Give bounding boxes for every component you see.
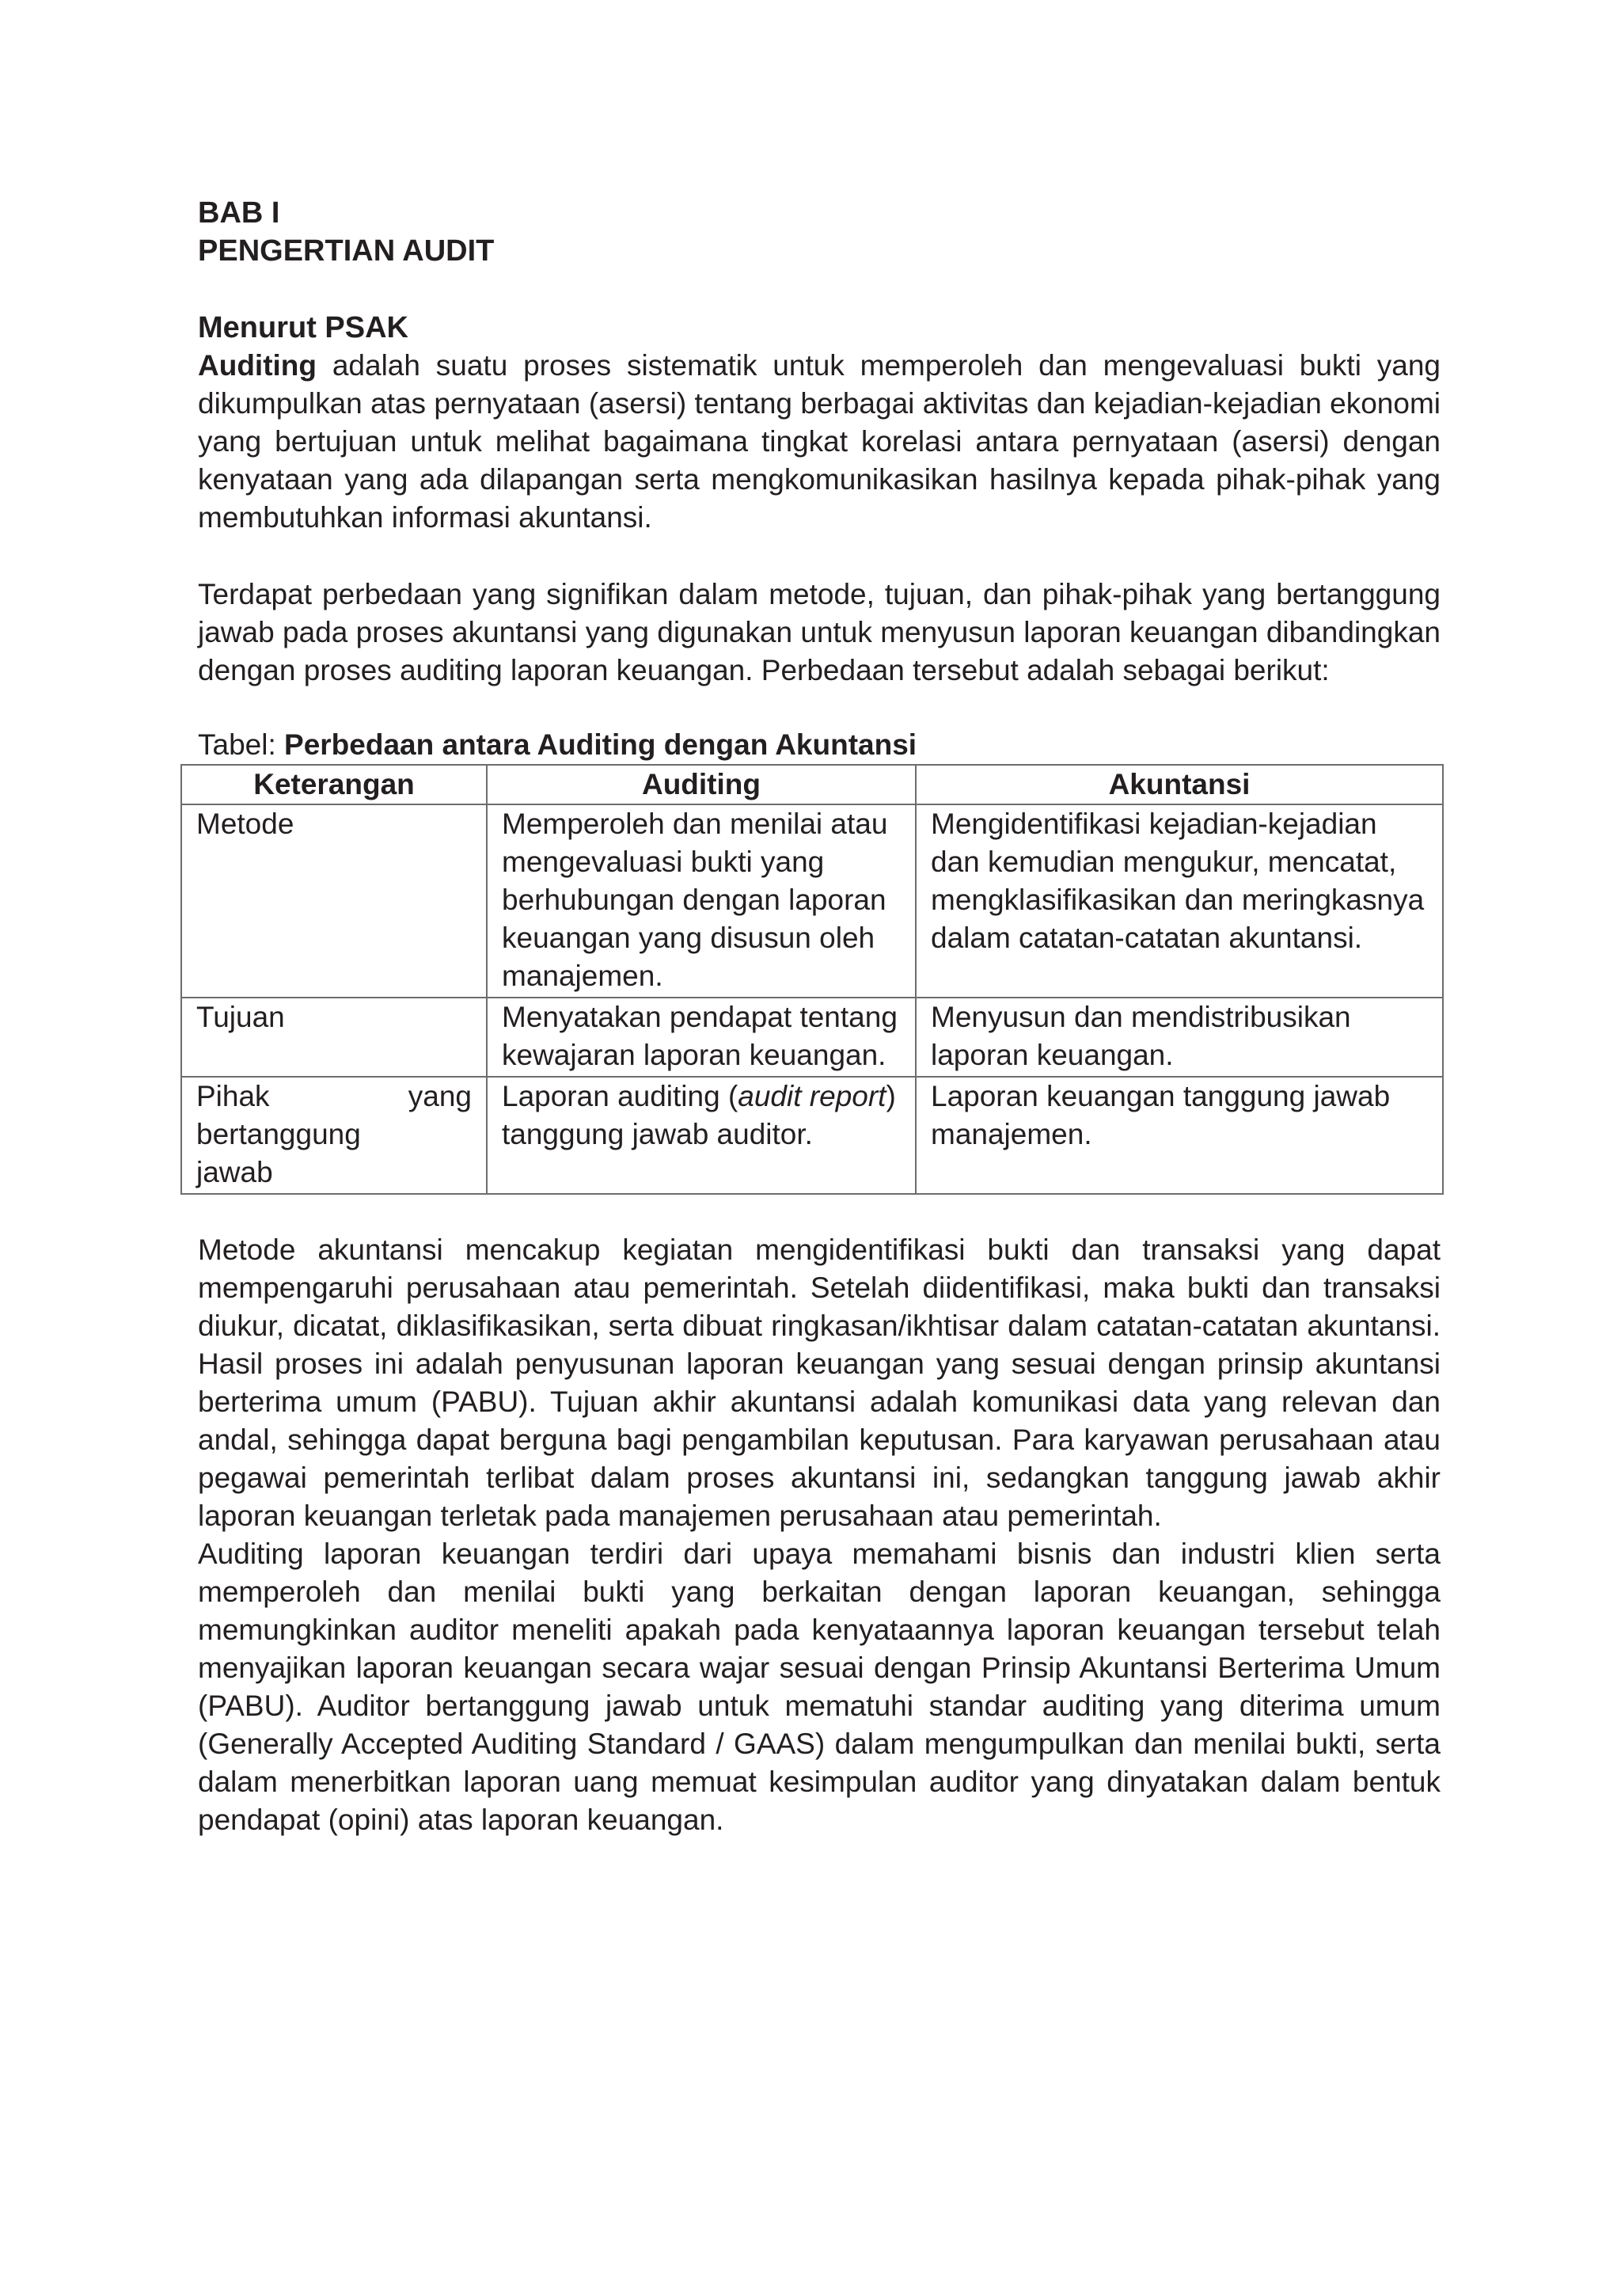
comparison-intro-paragraph: Terdapat perbedaan yang signifikan dalam metode, tujuan, dan pihak-pihak yang bertanggung jawab pada proses akuntansi yang digunakan untuk menyusun laporan keuangan dibandingkan dengan proses auditing laporan keuangan. Perbedaan tersebut adalah sebagai berikut:	[198, 578, 1441, 686]
label-word-bertanggung: bertanggung	[196, 1118, 361, 1150]
table-caption	[198, 726, 1441, 764]
intro-paragraph	[198, 347, 1441, 537]
cell-auditing: Menyatakan pendapat tentang kewajaran laporan keuangan.	[487, 998, 916, 1077]
cell-akuntansi: Mengidentifikasi kejadian-kejadian dan kemudian mengukur, mencatat, mengklasifikasikan dan meringkasnya dalam catatan-catatan akuntansi.	[916, 804, 1443, 998]
label-word-jawab: jawab	[196, 1156, 273, 1188]
cell-label	[181, 1077, 487, 1194]
cell-akuntansi: Laporan keuangan tanggung jawab manajemen.	[916, 1077, 1443, 1194]
header-keterangan: Keterangan	[181, 765, 487, 804]
table-caption-title: Perbedaan antara Auditing dengan Akuntansi	[284, 728, 917, 761]
section-title: Menurut PSAK	[198, 311, 408, 344]
table-caption-prefix: Tabel:	[198, 728, 285, 761]
cell-auditing	[487, 1077, 916, 1194]
cell-label: Metode	[181, 804, 487, 998]
intro-term: Auditing	[198, 349, 317, 382]
table-row-pihak	[181, 1077, 1443, 1194]
header-auditing: Auditing	[487, 765, 916, 804]
header-akuntansi: Akuntansi	[916, 765, 1443, 804]
auditing-text-pre: Laporan auditing (	[502, 1080, 738, 1112]
cell-label: Tujuan	[181, 998, 487, 1077]
table-row-metode	[181, 804, 1443, 998]
comparison-table	[180, 764, 1444, 1195]
auditing-text-post: ) tanggung jawab auditor.	[502, 1080, 896, 1150]
table-row-tujuan	[181, 998, 1443, 1077]
cell-auditing: Memperoleh dan menilai atau mengevaluasi bukti yang berhubungan dengan laporan keuangan yang disusun oleh manajemen.	[487, 804, 916, 998]
table-header-row	[181, 765, 1443, 804]
label-word-yang: yang	[408, 1080, 472, 1112]
chapter-title: PENGERTIAN AUDIT	[198, 234, 495, 268]
label-first-line	[196, 1078, 472, 1116]
accounting-method-paragraph: Metode akuntansi mencakup kegiatan mengidentifikasi bukti dan transaksi yang dapat mempengaruhi perusahaan atau pemerintah. Setelah diidentifikasi, maka bukti dan transaksi diukur, dicatat, diklasifikasikan, serta dibuat ringkasan/ikhtisar dalam catatan-catatan akuntansi. Hasil proses ini adalah penyusunan laporan keuangan yang sesuai dengan prinsip akuntansi berterima umum (PABU). Tujuan akhir akuntansi adalah komunikasi data yang relevan dan andal, sehingga dapat berguna bagi pengambilan keputusan. Para karyawan perusahaan atau pegawai pemerintah terlibat dalam proses akuntansi ini, sedangkan tanggung jawab akhir laporan keuangan terletak pada manajemen perusahaan atau pemerintah.	[198, 1234, 1441, 1532]
chapter-number: BAB I	[198, 196, 280, 230]
auditing-paragraph: Auditing laporan keuangan terdiri dari upaya memahami bisnis dan industri klien serta memperoleh dan menilai bukti yang berkaitan dengan laporan keuangan, sehingga memungkinkan auditor meneliti apakah pada kenyataannya laporan keuangan tersebut telah menyajikan laporan keuangan secara wajar sesuai dengan Prinsip Akuntansi Berterima Umum (PABU). Auditor bertanggung jawab untuk mematuhi standar auditing yang diterima umum (Generally Accepted Auditing Standard / GAAS) dalam mengumpulkan dan menilai bukti, serta dalam menerbitkan laporan uang memuat kesimpulan auditor yang dinyatakan dalam bentuk pendapat (opini) atas laporan keuangan.	[198, 1538, 1441, 1836]
cell-akuntansi: Menyusun dan mendistribusikan laporan keuangan.	[916, 998, 1443, 1077]
audit-report-italic: audit report	[738, 1080, 886, 1112]
intro-text: adalah suatu proses sistematik untuk memperoleh dan mengevaluasi bukti yang dikumpulkan atas pernyataan (asersi) tentang berbagai aktivitas dan kejadian-kejadian ekonomi yang bertujuan untuk melihat bagaimana tingkat korelasi antara pernyataan (asersi) dengan kenyataan yang ada dilapangan serta mengkomunikasikan hasilnya kepada pihak-pihak yang membutuhkan informasi akuntansi.	[198, 349, 1441, 534]
label-word-pihak: Pihak	[196, 1080, 270, 1112]
document-page	[198, 194, 1441, 1839]
